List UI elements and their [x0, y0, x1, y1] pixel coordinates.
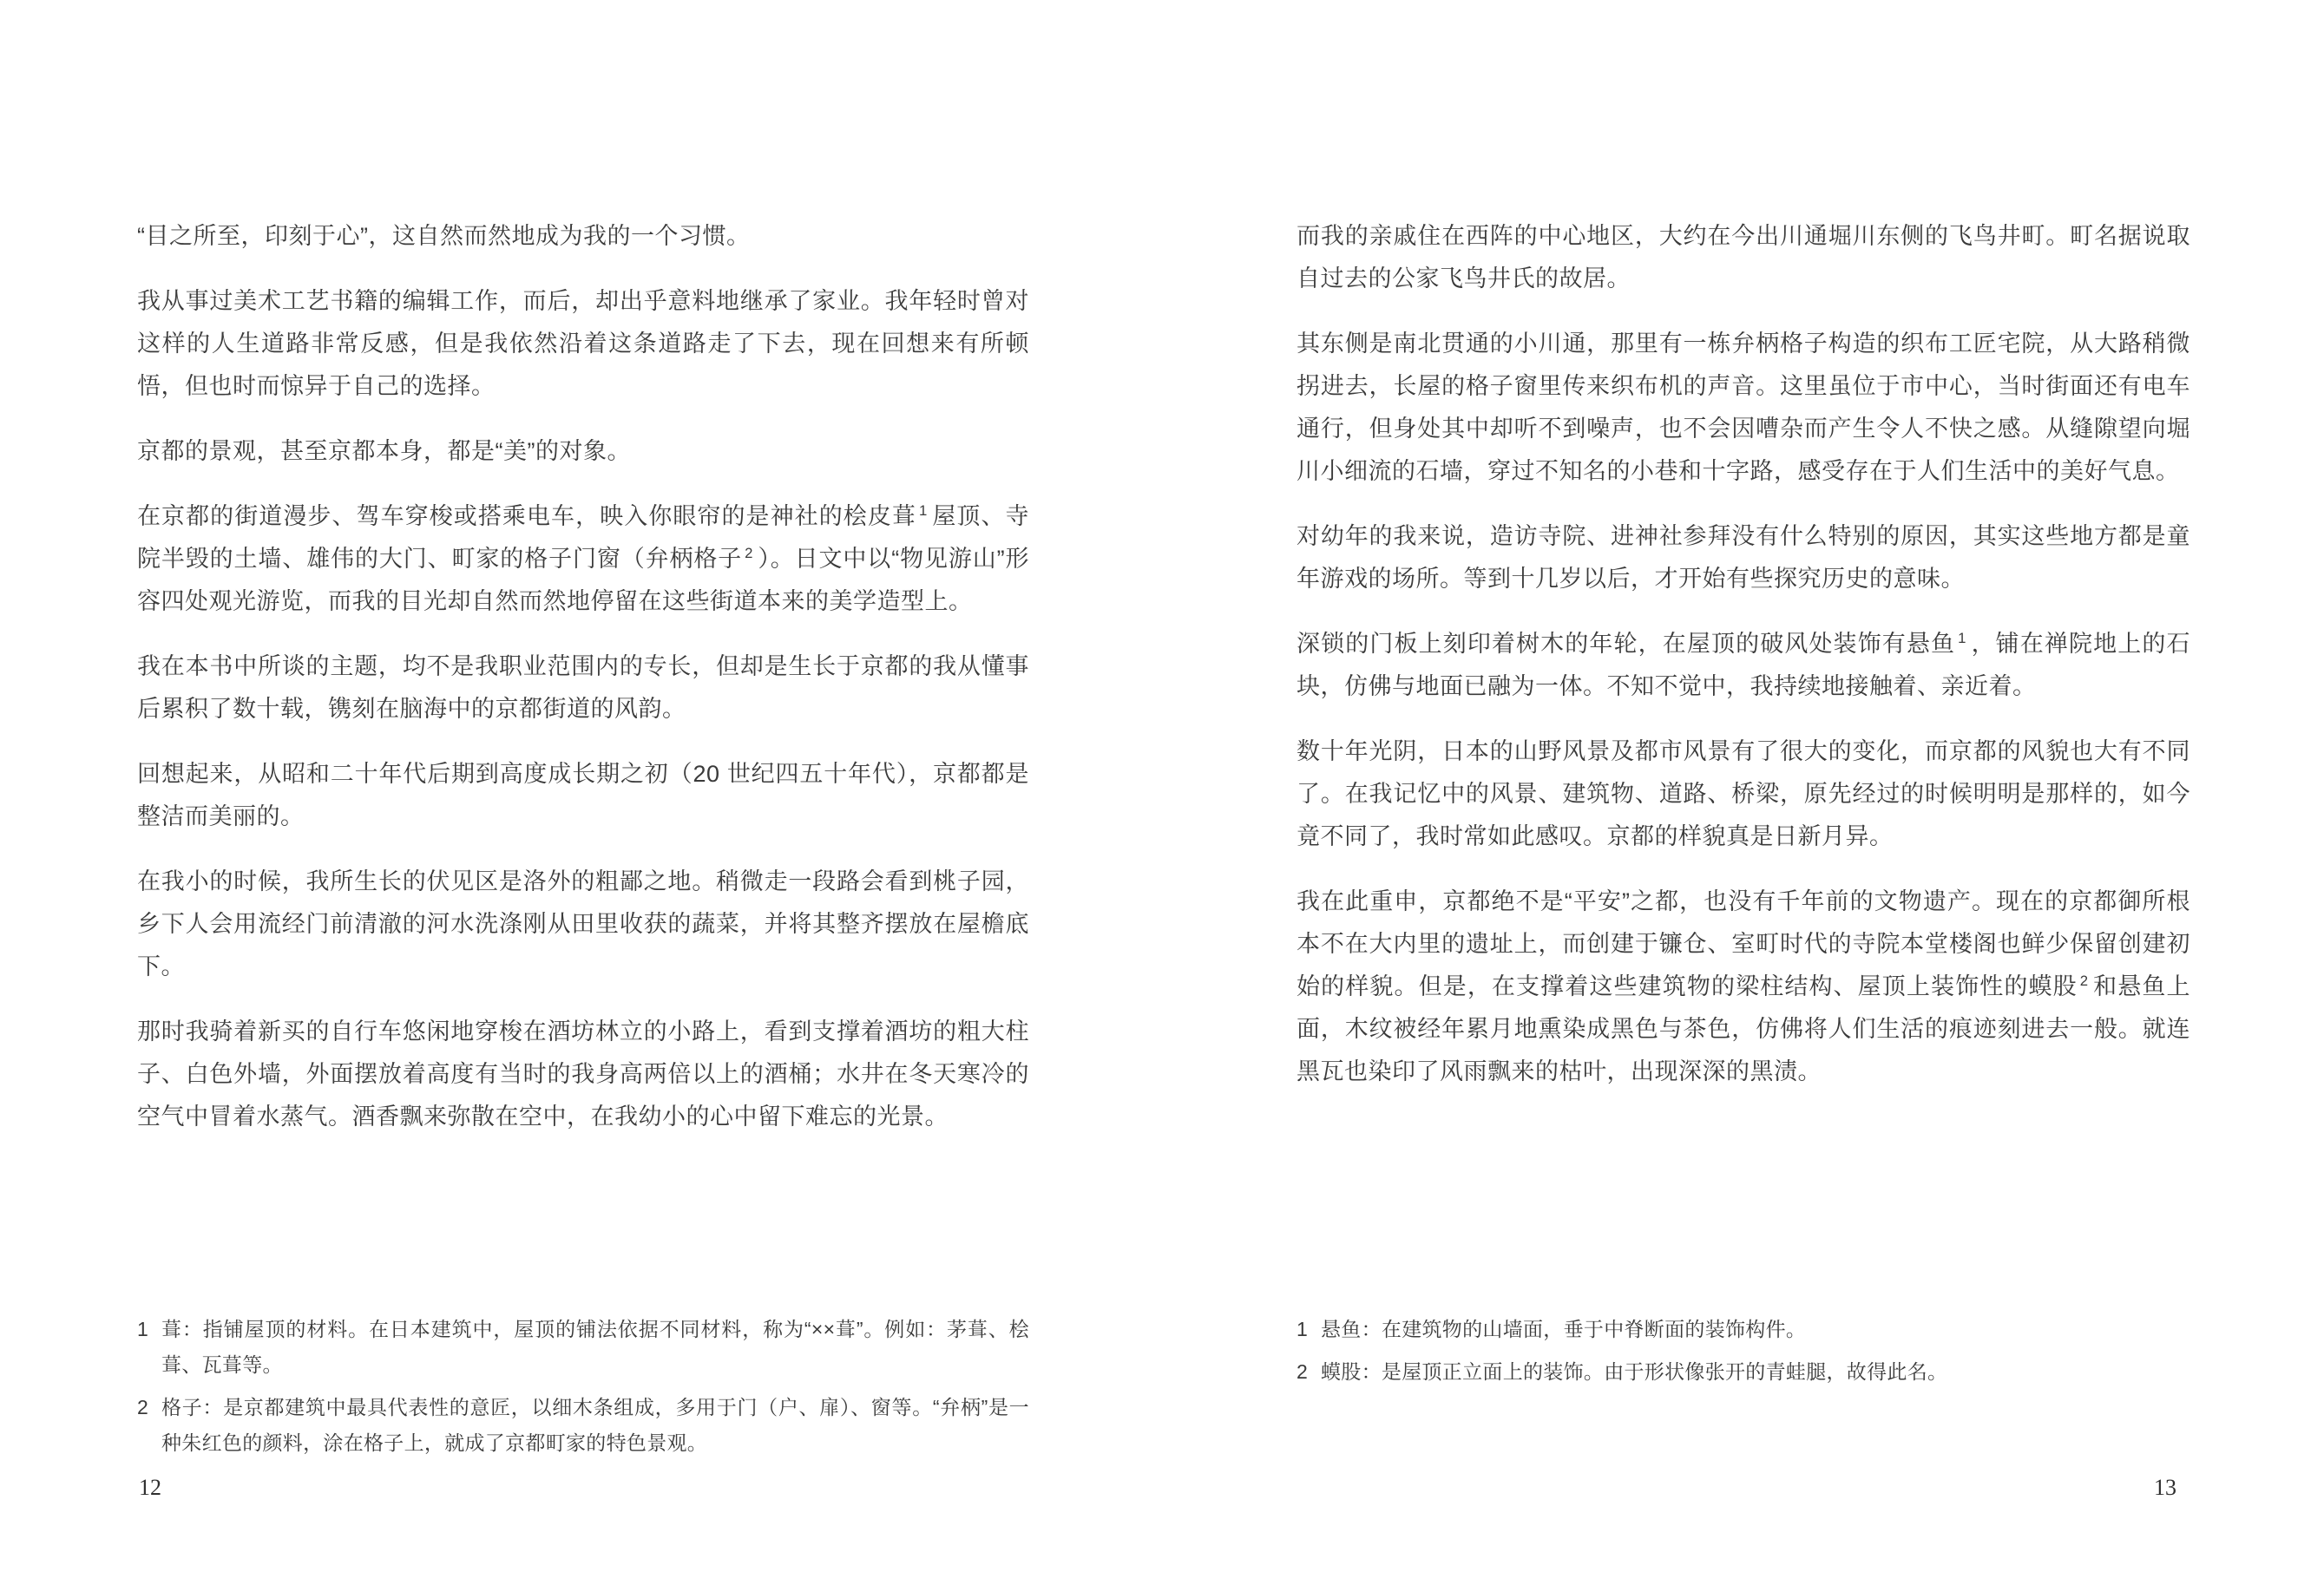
- paragraph: [137, 753, 1029, 838]
- footnote-item: [137, 1390, 1029, 1461]
- book-page-right: [1297, 0, 2190, 1572]
- left-main-text: [137, 215, 1029, 1138]
- text-run: 深锁的门板上刻印着树木的年轮，在屋顶的破风处装饰有悬鱼: [1297, 631, 1956, 657]
- text-run: 屋顶、寺院半毁的土墙、雄伟的大门、町家的格子门窗（弁柄格子: [137, 503, 1030, 572]
- text-run: ，铺在禅院地上的石块，仿佛与地面已融为一体。不知不觉中，我持续地接触着、亲近着。: [1297, 631, 2190, 699]
- paragraph: [1297, 323, 2190, 493]
- text-run: 其东侧是南北贯通的小川通，那里有一栋弁柄格子构造的织布工匠宅院，从大路稍微拐进去，长屋的格子窗里传来织布机的声音。这里虽位于市中心，当时街面还有电车通行，但身处其中却听不到噪声，也不会因嘈杂而产生令人不快之感。从缝隙望向堀川小细流的石墙，穿过不知名的小巷和十字路，感受存在于人们生活中的美好气息。: [1297, 331, 2190, 484]
- text-run: 和悬鱼上面，木纹被经年累月地熏染成黑色与茶色，仿佛将人们生活的痕迹刻进去一般。就连黑瓦也染印了风雨飘来的枯叶，出现深深的黑渍。: [1297, 973, 2191, 1084]
- text-run: 我在本书中所谈的主题，均不是我职业范围内的专长，但却是生长于京都的我从懂事后累积了数十载，镌刻在脑海中的京都街道的风韵。: [137, 653, 1029, 722]
- footnote-item: [1297, 1312, 2190, 1347]
- footnote-reference: 1: [1958, 630, 1966, 646]
- text-run: 京都的景观，甚至京都本身，都是“美”的对象。: [137, 438, 631, 464]
- paragraph: [137, 1011, 1029, 1138]
- footnote-reference: 2: [2079, 973, 2089, 989]
- paragraph: [137, 280, 1029, 408]
- paragraph: [1297, 730, 2190, 858]
- left-footnotes: [137, 1312, 1029, 1468]
- footnote-text: 格子：是京都建筑中最具代表性的意匠，以细木条组成，多用于门（户、扉）、窗等。“弁柄”是一种朱红色的颜料，涂在格子上，就成了京都町家的特色景观。: [161, 1396, 1029, 1454]
- text-run: 在我小的时候，我所生长的伏见区是洛外的粗鄙之地。稍微走一段路会看到桃子园，乡下人会用流经门前清澈的河水洗涤刚从田里收获的蔬菜，并将其整齐摆放在屋檐底下。: [137, 868, 1029, 979]
- book-page-left: [137, 0, 1029, 1572]
- footnote-item: [137, 1312, 1029, 1383]
- footnote-marker: 1: [1297, 1318, 1308, 1340]
- text-run: 数十年光阴，日本的山野风景及都市风景有了很大的变化，而京都的风貌也大有不同了。在我记忆中的风景、建筑物、道路、桥梁，原先经过的时候明明是那样的，如今竟不同了，我时常如此感叹。京都的样貌真是日新月异。: [1297, 738, 2190, 849]
- text-run: 那时我骑着新买的自行车悠闲地穿梭在酒坊林立的小路上，看到支撑着酒坊的粗大柱子、白色外墙，外面摆放着高度有当时的我身高两倍以上的酒桶；水井在冬天寒冷的空气中冒着水蒸气。酒香飘来弥散在空中，在我幼小的心中留下难忘的光景。: [137, 1019, 1029, 1130]
- text-run: 而我的亲戚住在西阵的中心地区，大约在今出川通堀川东侧的飞鸟井町。町名据说取自过去的公家飞鸟井氏的故居。: [1297, 223, 2190, 291]
- paragraph: [1297, 881, 2190, 1093]
- paragraph: [137, 430, 1029, 473]
- right-footnotes: [1297, 1312, 2190, 1397]
- footnote-marker: 2: [1297, 1360, 1308, 1383]
- text-run: 我从事过美术工艺书籍的编辑工作，而后，却出乎意料地继承了家业。我年轻时曾对这样的人生道路非常反感，但是我依然沿着这条道路走了下去，现在回想来有所顿悟，但也时而惊异于自己的选择。: [137, 288, 1029, 399]
- text-run: “目之所至，印刻于心”，这自然而然地成为我的一个习惯。: [137, 223, 751, 249]
- paragraph: [137, 495, 1029, 623]
- page-number-left: 12: [139, 1475, 161, 1500]
- right-main-text: [1297, 215, 2190, 1093]
- footnote-text: 悬鱼：在建筑物的山墙面，垂于中脊断面的装饰构件。: [1321, 1318, 1807, 1340]
- paragraph: [1297, 515, 2190, 600]
- paragraph: [137, 645, 1029, 730]
- page-number-right: 13: [2154, 1475, 2176, 1500]
- paragraph: [137, 215, 1029, 258]
- footnote-marker: 1: [137, 1318, 148, 1340]
- footnote-reference: 2: [745, 545, 753, 561]
- footnote-text: 葺：指铺屋顶的材料。在日本建筑中，屋顶的铺法依据不同材料，称为“××葺”。例如：茅葺、桧葺、瓦葺等。: [161, 1318, 1029, 1376]
- paragraph: [137, 861, 1029, 988]
- footnote-text: 蟆股：是屋顶正立面上的装饰。由于形状像张开的青蛙腿，故得此名。: [1321, 1360, 1948, 1383]
- text-run: 对幼年的我来说，造访寺院、进神社参拜没有什么特别的原因，其实这些地方都是童年游戏的场所。等到十几岁以后，才开始有些探究历史的意味。: [1297, 523, 2190, 592]
- paragraph: [1297, 215, 2190, 300]
- footnote-item: [1297, 1354, 2190, 1390]
- paragraph: [1297, 623, 2190, 708]
- text-run: 我在此重申，京都绝不是“平安”之都，也没有千年前的文物遗产。现在的京都御所根本不在大内里的遗址上，而创建于镰仓、室町时代的寺院本堂楼阁也鲜少保留创建初始的样貌。但是，在支撑着这些建筑物的梁柱结构、屋顶上装饰性的蟆股: [1297, 888, 2190, 999]
- text-run: 回想起来，从昭和二十年代后期到高度成长期之初（20 世纪四五十年代），京都都是整洁而美丽的。: [137, 761, 1029, 829]
- text-run: ）。日文中以“物见游山”形容四处观光游览，而我的目光却自然而然地停留在这些街道本来的美学造型上。: [137, 546, 1029, 614]
- text-run: 在京都的街道漫步、驾车穿梭或搭乘电车，映入你眼帘的是神社的桧皮葺: [137, 503, 916, 529]
- footnote-marker: 2: [137, 1396, 148, 1418]
- footnote-reference: 1: [918, 502, 928, 519]
